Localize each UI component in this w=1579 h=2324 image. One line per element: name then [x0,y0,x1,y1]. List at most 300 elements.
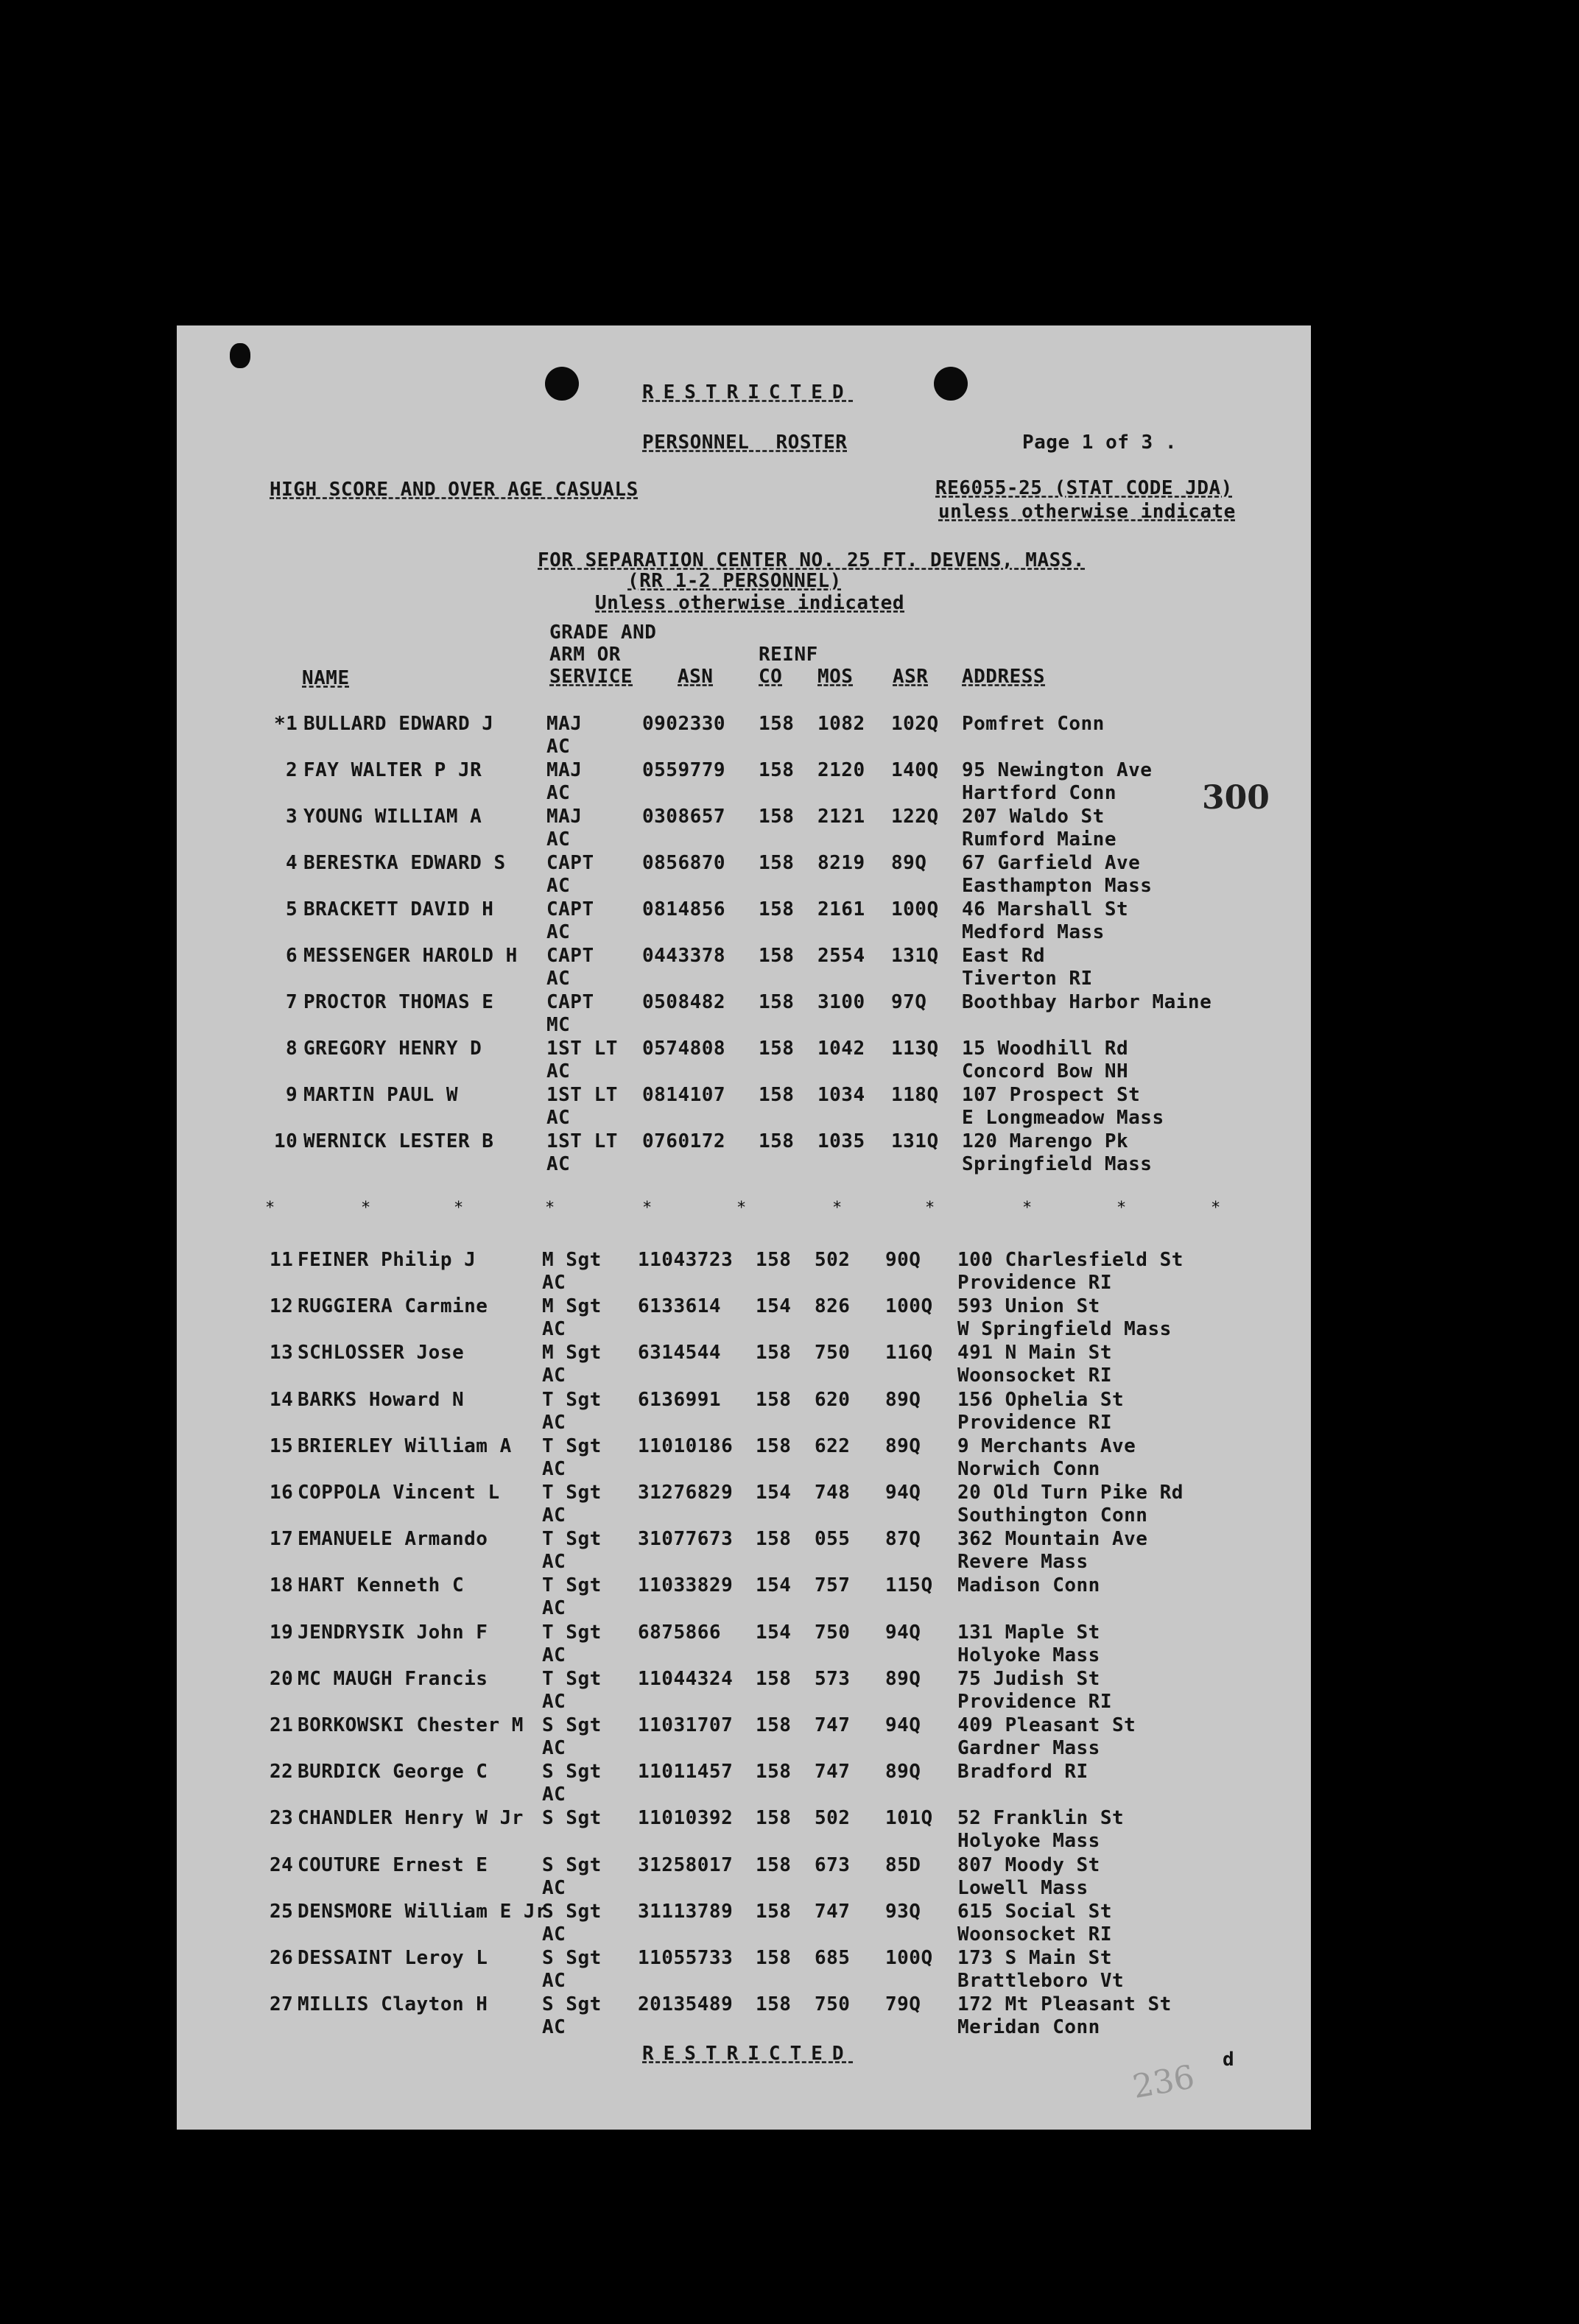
row-co: 154 [756,1295,792,1318]
page-stamp-suffix: d [1223,2049,1235,2071]
row-arm: MC [546,1014,571,1036]
row-arm: AC [542,1597,566,1620]
col-asr: ASR [893,666,929,688]
separator-asterisk: * [925,1199,935,1217]
row-arm: AC [542,1784,566,1806]
unless-note: Unless otherwise indicated [595,592,904,614]
row-asn: 6133614 [638,1295,722,1318]
row-grade: 1ST LT [546,1130,618,1152]
row-asr: 102Q [891,713,939,735]
separator-asterisk: * [736,1199,747,1217]
row-asr: 113Q [891,1038,939,1060]
separator-asterisk: * [361,1199,371,1217]
row-number: 22 [270,1761,294,1784]
row-grade: S Sgt [542,1761,602,1784]
handwritten-number: 300 [1202,779,1270,817]
row-asn: 6314544 [638,1342,722,1365]
row-mos: 1042 [817,1038,865,1060]
col-co: CO [759,666,783,688]
row-number: 2 [286,759,298,781]
row-grade: M Sgt [542,1295,602,1318]
punch-hole-left [545,367,579,401]
row-grade: CAPT [546,991,594,1013]
row-asn: 11033829 [638,1574,734,1597]
row-co: 158 [759,1084,795,1106]
row-name: SCHLOSSER Jose [298,1342,465,1365]
row-asn: 11010186 [638,1434,734,1457]
row-address-line1: 120 Marengo Pk [962,1130,1129,1152]
row-name: WERNICK LESTER B [303,1130,494,1152]
row-mos: 055 [815,1528,851,1551]
row-grade: S Sgt [542,1947,602,1969]
row-co: 158 [756,1714,792,1736]
row-mos: 750 [815,1993,851,2016]
row-address-line2: Concord Bow NH [962,1060,1129,1082]
row-arm: AC [542,1411,566,1434]
row-address-line2: Easthampton Mass [962,875,1153,897]
row-co: 158 [756,1853,792,1876]
row-asr: 97Q [891,991,927,1013]
row-address-line1: 46 Marshall St [962,898,1129,920]
row-address-line1: Pomfret Conn [962,713,1105,735]
row-asn: 11011457 [638,1761,734,1784]
row-address-line1: Boothbay Harbor Maine [962,991,1212,1013]
classification-footer: RESTRICTED [642,2043,854,2065]
row-mos: 1035 [817,1130,865,1152]
row-name: EMANUELE Armando [298,1528,488,1551]
row-asr: 89Q [885,1761,921,1784]
row-co: 158 [756,1667,792,1690]
separator-asterisk: * [642,1199,653,1217]
row-arm: AC [542,1644,566,1666]
row-mos: 2554 [817,945,865,967]
row-asn: 0760172 [642,1130,726,1152]
row-co: 158 [756,1342,792,1365]
row-mos: 620 [815,1388,851,1411]
row-arm: AC [542,1923,566,1946]
row-co: 158 [756,1388,792,1411]
row-address-line1: 20 Old Turn Pike Rd [957,1482,1184,1504]
row-name: GREGORY HENRY D [303,1038,482,1060]
row-address-line2: Lowell Mass [957,1876,1089,1899]
row-co: 154 [756,1574,792,1597]
row-address-line1: 491 N Main St [957,1342,1112,1365]
row-asr: 115Q [885,1574,933,1597]
row-co: 158 [756,1761,792,1784]
row-asn: 11010392 [638,1807,734,1830]
page-stamp: 236 [1130,2058,1198,2106]
row-grade: T Sgt [542,1482,602,1504]
row-asr: 90Q [885,1249,921,1271]
order-note: unless otherwise indicate [938,501,1236,523]
row-address-line1: Bradford RI [957,1761,1089,1784]
row-mos: 1034 [817,1084,865,1106]
row-arm: AC [542,1365,566,1387]
row-address-line1: 100 Charlesfield St [957,1249,1184,1271]
col-address: ADDRESS [962,666,1046,688]
row-asn: 0559779 [642,759,726,781]
row-name: MARTIN PAUL W [303,1084,458,1106]
row-number: *1 [274,713,298,735]
row-arm: AC [542,1551,566,1574]
row-mos: 2121 [817,806,865,828]
row-asr: 89Q [885,1434,921,1457]
row-asn: 11043723 [638,1249,734,1271]
row-arm: AC [542,1318,566,1341]
row-co: 158 [759,806,795,828]
separator-asterisk: * [545,1199,555,1217]
row-number: 21 [270,1714,294,1736]
row-name: BARKS Howard N [298,1388,465,1411]
order-code: RE6055-25 (STAT CODE JDA) [935,477,1233,499]
row-number: 24 [270,1853,294,1876]
row-address-line1: 156 Ophelia St [957,1388,1125,1411]
row-co: 158 [756,1807,792,1830]
row-asr: 94Q [885,1714,921,1736]
row-address-line1: 107 Prospect St [962,1084,1141,1106]
roster-title: PERSONNEL ROSTER [642,432,848,454]
row-asr: 79Q [885,1993,921,2016]
row-address-line2: Woonsocket RI [957,1365,1112,1387]
row-name: BERESTKA EDWARD S [303,852,506,874]
row-mos: 622 [815,1434,851,1457]
row-mos: 750 [815,1621,851,1644]
row-grade: T Sgt [542,1388,602,1411]
row-asn: 0508482 [642,991,726,1013]
row-name: DENSMORE William E Jr [298,1900,548,1923]
row-address-line1: 75 Judish St [957,1667,1100,1690]
col-reinf: REINF [759,644,818,666]
row-address-line1: 172 Mt Pleasant St [957,1993,1172,2016]
row-grade: T Sgt [542,1434,602,1457]
row-co: 158 [756,1993,792,2016]
punch-mark-corner [230,343,250,368]
row-mos: 685 [815,1947,851,1969]
row-name: MC MAUGH Francis [298,1667,488,1690]
row-co: 158 [759,898,795,920]
row-address-line2: Springfield Mass [962,1153,1153,1175]
row-asn: 0814107 [642,1084,726,1106]
row-asr: 131Q [891,945,939,967]
row-address-line2: Hartford Conn [962,782,1116,804]
row-asn: 31077673 [638,1528,734,1551]
row-arm: AC [546,968,571,990]
row-asn: 0856870 [642,852,726,874]
personnel-type: (RR 1-2 PERSONNEL) [627,570,842,592]
row-asr: 89Q [885,1388,921,1411]
separator-asterisk: * [1116,1199,1127,1217]
row-grade: S Sgt [542,1807,602,1830]
row-asn: 0814856 [642,898,726,920]
row-grade: MAJ [546,759,583,781]
row-mos: 1082 [817,713,865,735]
page-number: Page 1 of 3 . [1022,432,1177,454]
row-asr: 101Q [885,1807,933,1830]
row-co: 158 [756,1947,792,1969]
row-grade: M Sgt [542,1249,602,1271]
row-asn: 31276829 [638,1482,734,1504]
row-mos: 2120 [817,759,865,781]
row-arm: AC [546,1060,571,1082]
row-address-line1: 9 Merchants Ave [957,1434,1136,1457]
row-grade: S Sgt [542,1853,602,1876]
row-co: 154 [756,1621,792,1644]
row-asr: 131Q [891,1130,939,1152]
row-address-line2: Southington Conn [957,1504,1148,1527]
row-grade: CAPT [546,898,594,920]
separator-asterisk: * [454,1199,464,1217]
row-asr: 85D [885,1853,921,1876]
row-co: 158 [759,713,795,735]
row-arm: AC [542,1970,566,1992]
row-address-line1: 615 Social St [957,1900,1112,1923]
row-mos: 573 [815,1667,851,1690]
row-name: RUGGIERA Carmine [298,1295,488,1318]
row-co: 158 [756,1249,792,1271]
row-address-line1: 131 Maple St [957,1621,1100,1644]
row-co: 158 [756,1434,792,1457]
row-grade: 1ST LT [546,1084,618,1106]
row-asr: 100Q [885,1295,933,1318]
row-address-line2: Holyoke Mass [957,1830,1100,1853]
row-co: 158 [756,1900,792,1923]
row-number: 25 [270,1900,294,1923]
row-arm: AC [546,1107,571,1129]
row-address-line1: 67 Garfield Ave [962,852,1141,874]
col-grade-1: GRADE AND [549,622,657,644]
row-name: BORKOWSKI Chester M [298,1714,524,1736]
row-number: 3 [286,806,298,828]
row-asn: 11055733 [638,1947,734,1969]
row-asr: 89Q [891,852,927,874]
row-mos: 2161 [817,898,865,920]
row-address-line2: Providence RI [957,1411,1112,1434]
row-address-line2: Meridan Conn [957,2016,1100,2039]
row-address-line2: Tiverton RI [962,968,1093,990]
row-arm: AC [542,1737,566,1759]
row-name: PROCTOR THOMAS E [303,991,494,1013]
row-address-line2: Medford Mass [962,921,1105,943]
row-address-line2: Norwich Conn [957,1457,1100,1480]
separator-asterisk: * [832,1199,843,1217]
row-name: HART Kenneth C [298,1574,465,1597]
row-name: DESSAINT Leroy L [298,1947,488,1969]
row-mos: 8219 [817,852,865,874]
row-address-line1: 362 Mountain Ave [957,1528,1148,1551]
row-address-line2: Providence RI [957,1690,1112,1713]
row-address-line1: 15 Woodhill Rd [962,1038,1129,1060]
row-grade: MAJ [546,713,583,735]
row-name: MESSENGER HAROLD H [303,945,518,967]
row-number: 20 [270,1667,294,1690]
row-name: MILLIS Clayton H [298,1993,488,2016]
row-asn: 0902330 [642,713,726,735]
row-asr: 94Q [885,1621,921,1644]
row-asr: 140Q [891,759,939,781]
row-address-line1: 173 S Main St [957,1947,1112,1969]
row-asr: 116Q [885,1342,933,1365]
row-name: FEINER Philip J [298,1249,476,1271]
row-mos: 502 [815,1807,851,1830]
row-asr: 118Q [891,1084,939,1106]
row-arm: AC [542,1690,566,1713]
row-address-line1: 409 Pleasant St [957,1714,1136,1736]
row-address-line2: Revere Mass [957,1551,1089,1574]
row-asn: 6875866 [638,1621,722,1644]
col-name: NAME [302,667,350,689]
row-grade: T Sgt [542,1667,602,1690]
row-grade: CAPT [546,945,594,967]
row-co: 158 [759,1130,795,1152]
row-address-line2: Rumford Maine [962,828,1116,851]
row-grade: MAJ [546,806,583,828]
row-asn: 0574808 [642,1038,726,1060]
row-grade: 1ST LT [546,1038,618,1060]
row-number: 16 [270,1482,294,1504]
row-address-line2: Woonsocket RI [957,1923,1112,1946]
row-name: BRACKETT DAVID H [303,898,494,920]
row-name: COUTURE Ernest E [298,1853,488,1876]
row-co: 158 [759,1038,795,1060]
row-address-line1: 207 Waldo St [962,806,1105,828]
row-asn: 31113789 [638,1900,734,1923]
row-address-line2: Providence RI [957,1272,1112,1294]
row-mos: 502 [815,1249,851,1271]
row-address-line1: 52 Franklin St [957,1807,1125,1830]
row-number: 10 [274,1130,298,1152]
row-asn: 11044324 [638,1667,734,1690]
row-arm: AC [542,1272,566,1294]
row-arm: AC [546,921,571,943]
row-mos: 3100 [817,991,865,1013]
roster-subject: HIGH SCORE AND OVER AGE CASUALS [270,479,639,501]
row-mos: 747 [815,1761,851,1784]
row-number: 26 [270,1947,294,1969]
row-name: COPPOLA Vincent L [298,1482,500,1504]
row-number: 12 [270,1295,294,1318]
row-arm: AC [546,828,571,851]
row-asn: 11031707 [638,1714,734,1736]
row-address-line1: 95 Newington Ave [962,759,1153,781]
row-mos: 747 [815,1714,851,1736]
row-asr: 94Q [885,1482,921,1504]
row-asn: 31258017 [638,1853,734,1876]
row-address-line1: Madison Conn [957,1574,1100,1597]
row-arm: AC [542,1876,566,1899]
row-address-line2: Gardner Mass [957,1737,1100,1759]
row-co: 158 [756,1528,792,1551]
row-name: JENDRYSIK John F [298,1621,488,1644]
row-asr: 100Q [885,1947,933,1969]
separation-center: FOR SEPARATION CENTER NO. 25 FT. DEVENS, MASS. [538,549,1086,571]
document-page [177,325,1311,2130]
row-grade: S Sgt [542,1900,602,1923]
row-asn: 6136991 [638,1388,722,1411]
row-asr: 89Q [885,1667,921,1690]
row-arm: AC [542,2016,566,2039]
col-grade-3: SERVICE [549,666,633,688]
row-asn: 0443378 [642,945,726,967]
row-co: 158 [759,852,795,874]
row-number: 14 [270,1388,294,1411]
row-grade: S Sgt [542,1714,602,1736]
row-arm: AC [542,1457,566,1480]
col-mos: MOS [817,666,854,688]
row-grade: S Sgt [542,1993,602,2016]
row-mos: 747 [815,1900,851,1923]
row-number: 6 [286,945,298,967]
separator-asterisk: * [1022,1199,1033,1217]
row-number: 15 [270,1434,294,1457]
row-name: BURDICK George C [298,1761,488,1784]
col-grade-2: ARM OR [549,644,621,666]
punch-hole-right [934,367,968,401]
row-address-line1: East Rd [962,945,1046,967]
row-address-line1: 807 Moody St [957,1853,1100,1876]
row-grade: T Sgt [542,1621,602,1644]
row-asn: 0308657 [642,806,726,828]
row-asr: 87Q [885,1528,921,1551]
row-address-line2: E Longmeadow Mass [962,1107,1164,1129]
row-mos: 826 [815,1295,851,1318]
separator-asterisk: * [1211,1199,1221,1217]
row-asn: 20135489 [638,1993,734,2016]
row-number: 9 [286,1084,298,1106]
row-grade: M Sgt [542,1342,602,1365]
classification-header: RESTRICTED [642,381,854,404]
row-name: CHANDLER Henry W Jr [298,1807,524,1830]
row-number: 18 [270,1574,294,1597]
row-co: 158 [759,991,795,1013]
row-asr: 122Q [891,806,939,828]
col-asn: ASN [678,666,714,688]
row-number: 7 [286,991,298,1013]
row-number: 23 [270,1807,294,1830]
row-number: 17 [270,1528,294,1551]
row-mos: 750 [815,1342,851,1365]
row-number: 27 [270,1993,294,2016]
row-address-line2: W Springfield Mass [957,1318,1172,1341]
row-number: 13 [270,1342,294,1365]
row-name: BRIERLEY William A [298,1434,512,1457]
row-number: 19 [270,1621,294,1644]
row-name: BULLARD EDWARD J [303,713,494,735]
row-number: 4 [286,852,298,874]
row-number: 8 [286,1038,298,1060]
row-arm: AC [546,782,571,804]
row-arm: AC [546,736,571,758]
row-grade: CAPT [546,852,594,874]
row-name: YOUNG WILLIAM A [303,806,482,828]
row-asr: 100Q [891,898,939,920]
row-address-line2: Holyoke Mass [957,1644,1100,1666]
separator-asterisk: * [265,1199,275,1217]
row-number: 5 [286,898,298,920]
row-address-line1: 593 Union St [957,1295,1100,1318]
row-asr: 93Q [885,1900,921,1923]
row-address-line2: Brattleboro Vt [957,1970,1125,1992]
row-arm: AC [546,875,571,897]
row-mos: 757 [815,1574,851,1597]
row-number: 11 [270,1249,294,1271]
row-grade: T Sgt [542,1574,602,1597]
row-name: FAY WALTER P JR [303,759,482,781]
row-co: 158 [759,945,795,967]
row-co: 158 [759,759,795,781]
row-mos: 748 [815,1482,851,1504]
row-arm: AC [542,1504,566,1527]
row-mos: 673 [815,1853,851,1876]
